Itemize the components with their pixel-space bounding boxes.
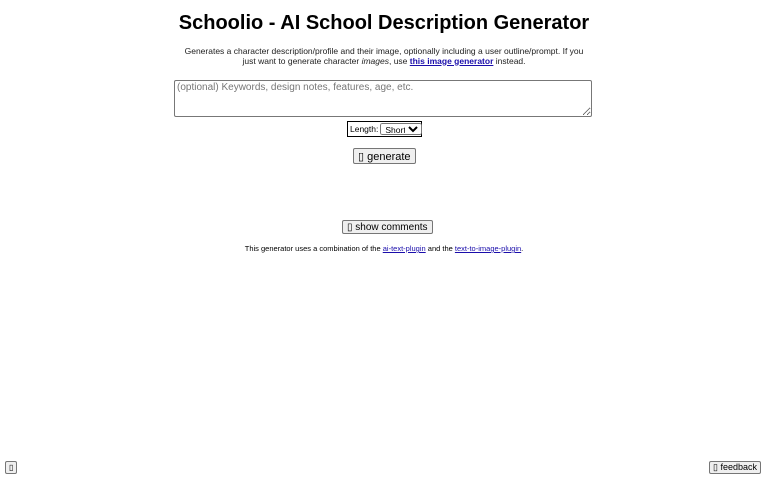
show-comments-button[interactable]: ▯ show comments	[342, 220, 433, 234]
generate-button[interactable]: ▯ generate	[353, 148, 416, 164]
page-title: Schoolio - AI School Description Generator	[178, 12, 590, 34]
plugin-note: This generator uses a combination of the ai-text-plugin and the text-to-image-plugin.	[244, 244, 524, 253]
text-to-image-plugin-link[interactable]: text-to-image-plugin	[454, 244, 522, 253]
feedback-button[interactable]: ▯ feedback	[709, 461, 761, 474]
description: Generates a character description/profile and their image, optionally including a user outline/prompt. If you just want to generate character images, use this image generator instead.	[184, 46, 584, 66]
length-select[interactable]	[380, 123, 422, 135]
prompt-input[interactable]	[174, 80, 592, 117]
corner-menu-button[interactable]: ▯	[5, 461, 17, 474]
image-generator-link[interactable]: this image generator	[409, 55, 494, 66]
length-control	[347, 121, 422, 137]
length-label: Length:	[350, 124, 379, 134]
ai-text-plugin-link[interactable]: ai-text-plugin	[382, 244, 426, 253]
